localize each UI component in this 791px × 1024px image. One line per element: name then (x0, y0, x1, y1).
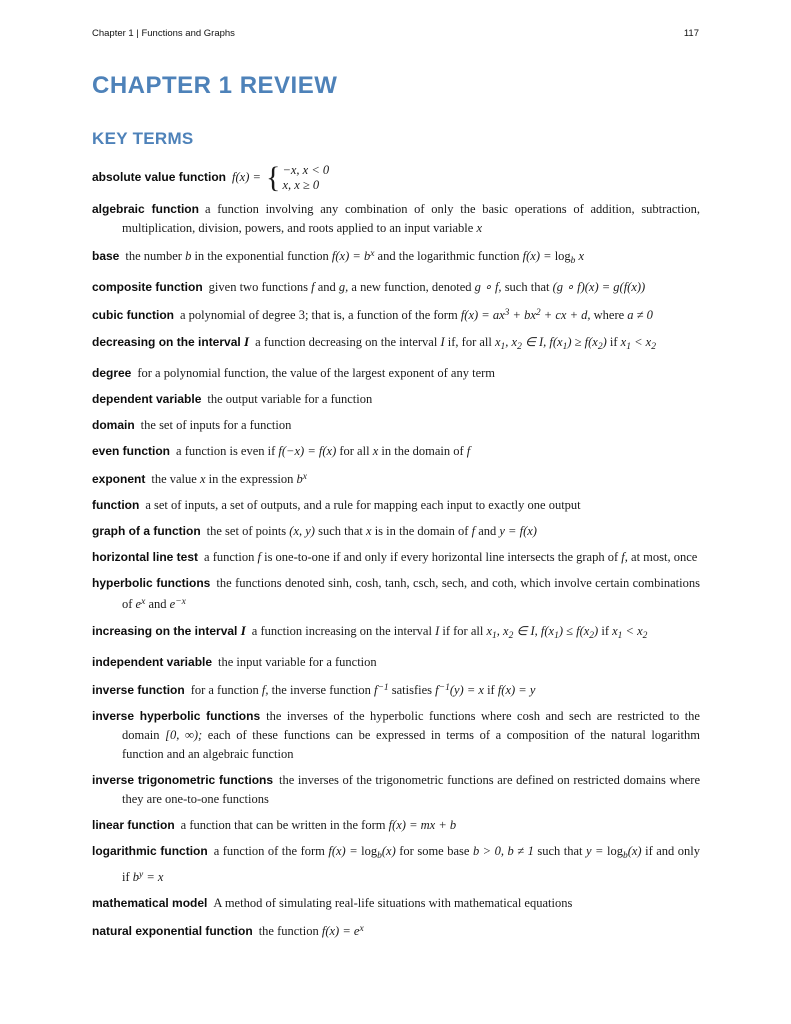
math-text: 2 (535, 308, 541, 318)
definition-text: A method of simulating real-life situations with mathematical equations (213, 896, 573, 910)
term-definition (125, 249, 585, 266)
term-definition (122, 202, 700, 235)
math-text: + cx + d, (540, 308, 591, 322)
term-definition (191, 683, 536, 697)
glossary-entry (92, 200, 700, 238)
term-definition (204, 550, 697, 564)
math-text: 1 (617, 631, 623, 641)
glossary-entry (92, 548, 700, 567)
math-text: 1 (500, 342, 506, 352)
term-text: algebraic function (92, 202, 199, 216)
math-text: e (169, 597, 176, 611)
definition-text: such that (533, 844, 586, 858)
term-definition (207, 392, 372, 406)
glossary-entry (92, 816, 700, 835)
math-text: ) ≤ f(x (558, 624, 590, 638)
glossary-entry (92, 163, 700, 193)
math-text: 2 (589, 631, 595, 641)
math-text: log (554, 249, 571, 263)
glossary-entry (92, 364, 700, 383)
math-text: −x (175, 597, 186, 607)
term-name (92, 472, 145, 486)
term-text: mathematical model (92, 896, 208, 910)
term-text: graph of a function (92, 524, 201, 538)
term-text: increasing on the interval (92, 624, 241, 638)
term-name (92, 418, 135, 432)
math-text: I (435, 624, 440, 638)
definition-text: for all (336, 444, 373, 458)
term-definition (180, 308, 653, 322)
piecewise-case: −x, x < 0 (282, 163, 330, 177)
math-text: x (366, 524, 372, 538)
term-definition (209, 280, 646, 294)
math-text: f(x) = b (331, 249, 371, 263)
glossary-entry (92, 707, 700, 764)
glossary-entry (92, 574, 700, 614)
definition-text: a function of the form (213, 844, 329, 858)
term-name (92, 709, 260, 723)
math-text: b (377, 851, 382, 861)
math-text: (x) (381, 844, 396, 858)
glossary-entry (92, 416, 700, 435)
math-text: , x (505, 335, 518, 349)
math-text: sinh, cosh, tanh, csch, sech, (328, 576, 468, 590)
term-text: composite function (92, 280, 203, 294)
term-text: decreasing on the interval (92, 335, 245, 349)
math-text: b > 0, b ≠ 1 (472, 844, 534, 858)
term-name (92, 202, 199, 216)
glossary-entry (92, 304, 700, 325)
glossary-entry (92, 496, 700, 515)
term-definition (213, 896, 572, 910)
piecewise-cases (282, 163, 329, 193)
term-name (92, 576, 210, 590)
term-name (92, 249, 119, 263)
definition-text: the inverse function (268, 683, 374, 697)
term-text: natural exponential function (92, 924, 253, 938)
math-text: , x (496, 624, 509, 638)
term-text: independent variable (92, 655, 213, 669)
math-text: 1 (492, 631, 497, 641)
term-text: dependent variable (92, 392, 202, 406)
definition-text: is one-to-one if and only if every horizontal line intersects the graph of (260, 550, 622, 564)
glossary-entry (92, 920, 700, 941)
definition-text: for a function (190, 683, 262, 697)
math-text: (g ∘ f)(x) = g(f(x)) (552, 280, 646, 294)
key-terms-list (92, 163, 700, 941)
math-text: f (311, 280, 315, 294)
math-text: f(x) = (522, 249, 555, 263)
glossary-entry (92, 468, 700, 489)
term-name (92, 335, 249, 349)
math-text: −1 (438, 683, 450, 693)
math-text: log (606, 844, 623, 858)
term-text: horizontal line test (92, 550, 199, 564)
term-text: base (92, 249, 120, 263)
math-text: ∈ I, f(x (513, 624, 555, 638)
term-text: absolute value function (92, 169, 227, 184)
math-text: x (199, 472, 206, 486)
definition-text: given two functions (208, 280, 312, 294)
definition-text: a new function, denoted (348, 280, 475, 294)
term-name (92, 655, 212, 669)
term-text: exponent (92, 472, 146, 486)
math-text: x (575, 249, 585, 263)
math-text: 1 (562, 342, 568, 352)
term-name (92, 896, 207, 910)
definition-text: a function decreasing on the interval (255, 335, 441, 349)
term-text: I (244, 334, 250, 349)
glossary-entry (92, 332, 700, 357)
term-name (92, 524, 201, 538)
math-text: 2 (651, 342, 656, 352)
running-head: Chapter 1 | Functions and Graphs (92, 28, 235, 39)
term-text: degree (92, 366, 132, 380)
math-text: −1 (377, 683, 389, 693)
definition-text: and (314, 280, 339, 294)
definition-text: and (475, 524, 500, 538)
math-text: 1 (626, 342, 631, 352)
definition-text: and (145, 597, 170, 611)
term-definition (218, 655, 377, 669)
definition-text: if (606, 335, 621, 349)
term-definition (255, 335, 656, 352)
term-name (92, 924, 253, 938)
math-text: a ≠ 0 (627, 308, 653, 322)
piecewise-case: x, x ≥ 0 (282, 178, 320, 192)
math-text: f(x) = (328, 844, 362, 858)
math-text: 1 (554, 631, 559, 641)
term-name (92, 773, 273, 787)
definition-text: the number (125, 249, 186, 263)
definition-text: if, for all (444, 335, 495, 349)
math-text: log (361, 844, 378, 858)
math-text: f(x) = (232, 169, 265, 184)
term-name (92, 550, 198, 564)
math-text: b (296, 472, 303, 486)
definition-text: the output variable for a function (207, 392, 373, 406)
definition-text: a function increasing on the interval (251, 624, 436, 638)
math-text: + bx (509, 308, 536, 322)
definition-text: in the expression (205, 472, 297, 486)
term-definition (259, 924, 364, 938)
math-text: (y) = x (449, 683, 484, 697)
math-text: g, (338, 280, 349, 294)
page-number: 117 (683, 28, 699, 39)
definition-text: the inverses of the trigonometric functions are defined on restricted domains where they are one-to-one functions (122, 773, 700, 806)
definition-text: the set of inputs for a function (140, 418, 292, 432)
math-text: 3 (504, 308, 510, 318)
math-text: b (570, 256, 576, 266)
definition-text: a function is even if (176, 444, 279, 458)
left-brace-glyph: { (266, 161, 281, 194)
definition-text: the set of points (206, 524, 290, 538)
math-text: (x) (627, 844, 642, 858)
term-definition (251, 624, 648, 641)
math-text: < x (630, 335, 652, 349)
math-text: x (620, 335, 627, 349)
math-text: 2 (517, 342, 522, 352)
math-text: = x (143, 870, 164, 884)
definition-text: for a polynomial function, the value of the largest exponent of any term (137, 366, 496, 380)
definition-text: for some base (395, 844, 473, 858)
definition-text: in the exponential function (191, 249, 332, 263)
glossary-entry (92, 894, 700, 913)
math-text: x (494, 335, 501, 349)
math-text: f (257, 550, 261, 564)
math-text: coth, (492, 576, 517, 590)
glossary-entry (92, 278, 700, 297)
math-text: 2 (597, 342, 603, 352)
definition-text: a function involving any combination of only the basic operations of addition, subtraction, multiplication, division, powers, and roots applied to an input variable (122, 202, 700, 235)
math-text: ) (602, 335, 607, 349)
term-text: inverse function (92, 683, 185, 697)
math-text: x (302, 472, 307, 482)
term-text: cubic function (92, 308, 174, 322)
piecewise-formula (266, 163, 329, 193)
key-terms-heading: KEY TERMS (92, 129, 194, 148)
math-text: f(−x) = f(x) (278, 444, 337, 458)
definition-text: a function that can be written in the form (180, 818, 389, 832)
definition-text: a set of inputs, a set of outputs, and a rule for mapping each input to exactly one output (145, 498, 581, 512)
chapter-review-title: CHAPTER 1 REVIEW (92, 72, 338, 99)
term-definition (207, 524, 537, 538)
glossary-entry (92, 522, 700, 541)
term-text: inverse hyperbolic functions (92, 709, 261, 723)
term-text: logarithmic function (92, 844, 208, 858)
definition-text: if (598, 624, 613, 638)
math-text: x (476, 221, 483, 235)
math-text: f, (621, 550, 628, 564)
term-name (92, 392, 201, 406)
term-definition (151, 472, 307, 486)
math-text: < x (622, 624, 643, 638)
math-text: b (622, 851, 628, 861)
math-text: g ∘ f, (474, 280, 502, 294)
definition-text: the functions denoted (216, 576, 329, 590)
math-text: x (372, 444, 379, 458)
math-text: f(x) = y (497, 683, 536, 697)
definition-text: and (467, 576, 493, 590)
term-text: function (92, 498, 140, 512)
term-name (92, 366, 131, 380)
definition-text: if for all (439, 624, 487, 638)
math-text: sech (569, 709, 592, 723)
math-text: 2 (508, 631, 514, 641)
definition-text: the function (258, 924, 322, 938)
term-name (92, 624, 246, 638)
glossary-entry (92, 621, 700, 646)
math-text: x (359, 924, 364, 934)
definition-text: such that (314, 524, 367, 538)
definition-text: a function (204, 550, 258, 564)
term-definition (176, 444, 470, 458)
definition-text: and the logarithmic function (374, 249, 523, 263)
term-name (92, 308, 174, 322)
term-name (92, 280, 203, 294)
math-text: f (466, 444, 471, 458)
page-header (92, 28, 699, 39)
definition-text: a polynomial of degree 3; that is, a function of the form (180, 308, 461, 322)
math-text: b (132, 870, 140, 884)
term-text: linear function (92, 818, 175, 832)
term-name (92, 170, 226, 184)
term-name (92, 444, 170, 458)
definition-text: each of these functions can be expressed in terms of a composition of the natural logarithm function and an algebraic function (122, 728, 700, 761)
definition-text: the inverses of the hyperbolic functions where (266, 709, 518, 723)
math-text: y (139, 870, 144, 880)
math-text: [0, ∞); (165, 728, 203, 742)
term-definition (141, 418, 292, 432)
definition-text: such that (501, 280, 553, 294)
term-name (92, 683, 185, 697)
definition-text: the input variable for a function (218, 655, 377, 669)
glossary-entry (92, 771, 700, 809)
math-text: f, (261, 683, 269, 697)
math-text: y = (586, 844, 607, 858)
term-definition (145, 498, 580, 512)
math-text: f(x) = e (321, 924, 360, 938)
math-text: ∈ I, f(x (521, 335, 563, 349)
definition-text: where (590, 308, 628, 322)
term-text: inverse trigonometric functions (92, 773, 274, 787)
math-text: f(x) = ax (460, 308, 505, 322)
math-text: f (435, 683, 439, 697)
math-text: x (486, 624, 493, 638)
definition-text: are restricted to the domain (122, 709, 700, 742)
math-text: ) ≥ f(x (567, 335, 598, 349)
term-definition (181, 818, 456, 832)
math-text: e (135, 597, 142, 611)
glossary-entry (92, 653, 700, 672)
term-text: even function (92, 444, 171, 458)
definition-text: at most, once (627, 550, 698, 564)
math-text: f (373, 683, 378, 697)
definition-text: in the domain of (378, 444, 467, 458)
math-text: x (370, 249, 375, 259)
glossary-entry (92, 842, 700, 887)
glossary-entry (92, 442, 700, 461)
definition-text: if and only if (122, 844, 700, 884)
math-text: 2 (642, 631, 648, 641)
math-text: f(x) = mx + b (388, 818, 457, 832)
math-text: x (141, 597, 146, 607)
definition-text: if (483, 683, 498, 697)
term-name (92, 844, 208, 858)
term-name (92, 498, 139, 512)
definition-text: and (539, 709, 570, 723)
math-text: f (471, 524, 476, 538)
term-name (92, 818, 175, 832)
term-text: hyperbolic functions (92, 576, 211, 590)
term-definition (137, 366, 495, 380)
term-text: domain (92, 418, 135, 432)
term-definition (122, 844, 700, 884)
glossary-entry (92, 245, 700, 271)
math-text: cosh (517, 709, 540, 723)
math-text: (x, y) (289, 524, 315, 538)
definition-text: is in the domain of (371, 524, 472, 538)
definition-text: the value (151, 472, 200, 486)
page-content (92, 72, 700, 948)
math-text: ) (594, 624, 599, 638)
math-text: y = f(x) (499, 524, 537, 538)
definition-text: satisfies (388, 683, 436, 697)
term-text: I (240, 623, 246, 638)
math-text: I (440, 335, 445, 349)
glossary-entry (92, 679, 700, 700)
term-definition (232, 161, 330, 194)
definition-text: which involve certain combinations of (122, 576, 700, 611)
math-text: b (185, 249, 192, 263)
math-text: x (612, 624, 618, 638)
glossary-entry (92, 390, 700, 409)
